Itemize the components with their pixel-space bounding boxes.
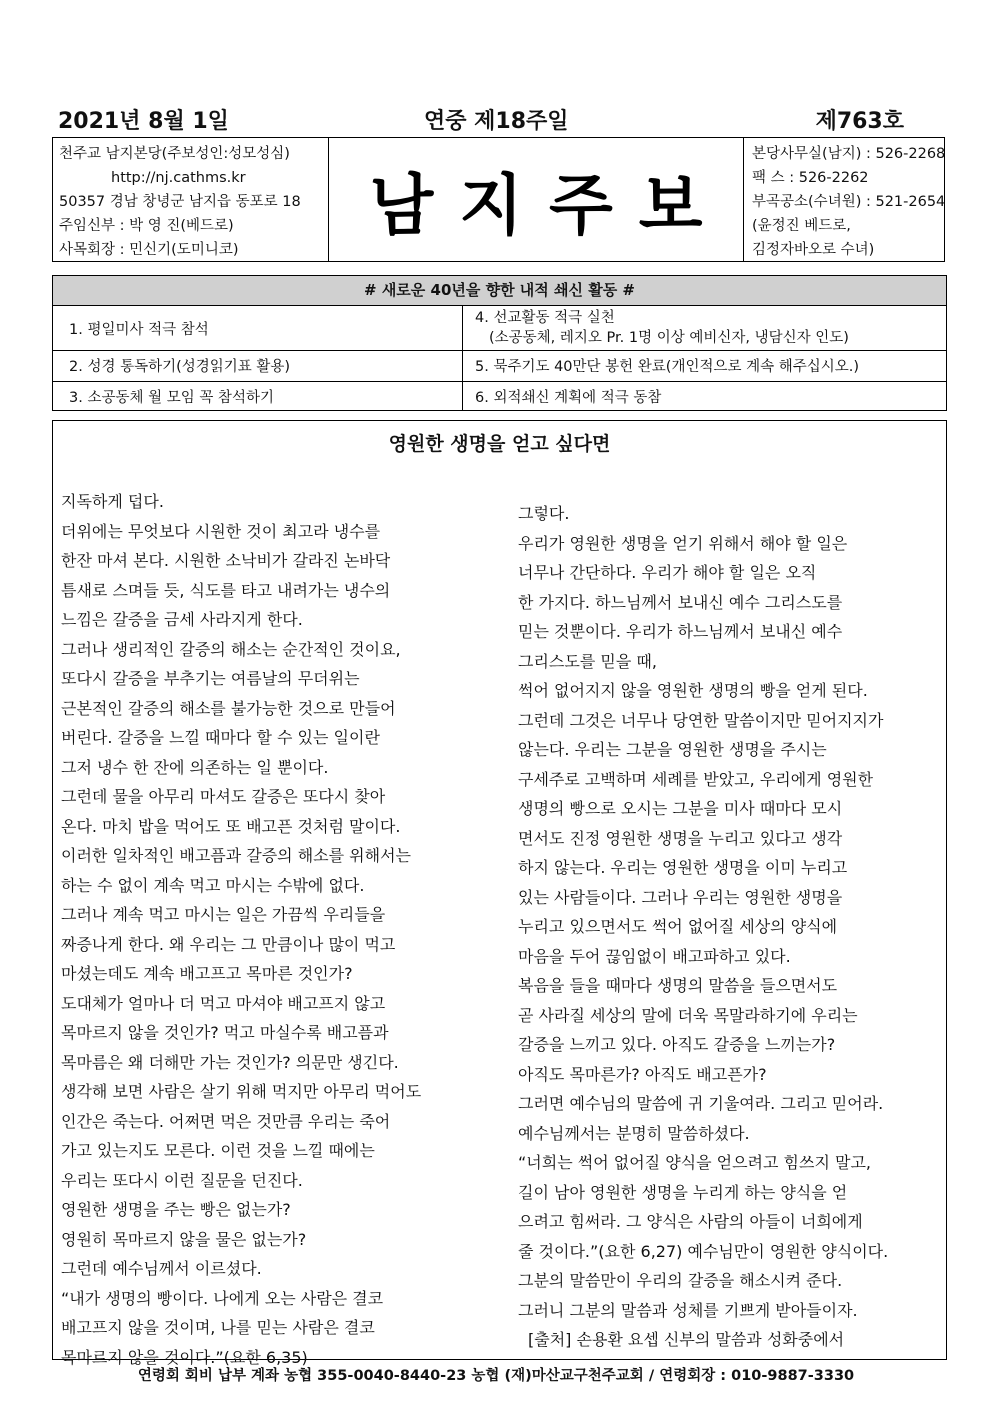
reflection-article [52,420,947,1367]
article-line: 근본적인 갈증의 해소를 불가능한 것으로 만들어 [61,698,396,718]
renewal-item-4-title: 4. 선교활동 적극 실천 [475,310,615,326]
parish-info [53,138,329,261]
article-line: 갈증을 느끼고 있다. 아직도 갈증을 느끼는가? [518,1035,836,1054]
article-line: 않는다. 우리는 그분을 영원한 생명을 주시는 [518,740,827,759]
article-line: 이러한 일차적인 배고픔과 갈증의 해소를 위해서는 [61,846,412,865]
article-line: 느낌은 갈증을 금세 사라지게 한다. [61,610,303,629]
issue-date: 2021년 8월 1일 [58,109,229,134]
article-line: 썩어 없어지지 않을 영원한 생명의 빵을 얻게 된다. [518,681,868,700]
article-line: 누리고 있으면서도 썩어 없어질 세상의 양식에 [518,917,838,936]
article-line: 더위에는 무엇보다 시원한 것이 최고라 냉수를 [61,521,381,541]
article-line: 배고프지 않을 것이며, 나를 믿는 사람은 결코 [61,1318,375,1337]
article-right-column [518,499,938,1355]
pastor-name: 주임신부 : 박 영 진(베드로) [59,218,234,234]
bulletin-title: 남지주보 [369,166,729,244]
convent-names-1: (윤정진 베드로, [752,218,851,234]
article-line: 목마름은 왜 더해만 가는 것인가? 의문만 생긴다. [61,1052,399,1072]
parish-name: 천주교 남지본당(주보성인:성모성심) [59,146,290,162]
renewal-item-2: 2. 성경 통독하기(성경읽기표 활용) [53,350,463,381]
renewal-item-3: 3. 소공동체 월 모임 꼭 참석하기 [53,382,463,411]
article-line: 그런데 예수님께서 이르셨다. [61,1259,262,1278]
article-line: 마음을 두어 끊임없이 배고파하고 있다. [518,946,791,966]
renewal-item-6: 6. 외적쇄신 계획에 적극 동참 [475,390,662,406]
masthead [52,137,945,262]
article-line: 믿는 것뿐이다. 우리가 하느님께서 보내신 예수 [518,622,843,641]
article-line: 복음을 들을 때마다 생명의 말씀을 들으면서도 [518,976,838,995]
renewal-heading: # 새로운 40년을 향한 내적 쇄신 활동 # [53,276,946,306]
article-line: 버린다. 갈증을 느낄 때마다 할 수 있는 일이란 [61,728,380,747]
funeral-society-account: 연령회 회비 납부 계좌 농협 355-0040-8440-23 농협 (재)마산교구천주교회 / 연령회장 : 010-9887-3330 [137,1368,855,1384]
article-line: 곧 사라질 세상의 말에 더욱 목말라하기에 우리는 [518,1005,858,1025]
article-line: 그런데 물을 아무리 마셔도 갈증은 또다시 찾아 [61,787,386,806]
article-line: 길이 남아 영원한 생명을 누리게 하는 양식을 얻 [518,1182,848,1202]
article-line: 도대체가 얼마나 더 먹고 마셔야 배고프지 않고 [61,993,386,1013]
article-line: “내가 생명의 빵이다. 나에게 오는 사람은 결코 [61,1288,384,1308]
article-line: 그분의 말씀만이 우리의 갈증을 해소시켜 준다. [518,1271,843,1290]
article-line: 우리는 또다시 이런 질문을 던진다. [61,1170,303,1190]
convent-phone: 부곡공소(수녀원) : 521-2654 [752,194,946,210]
renewal-item-1: 1. 평일미사 적극 참석 [53,306,463,350]
article-line: 그렇다. [518,504,570,523]
renewal-row [53,382,946,411]
renewal-grid [53,306,946,410]
article-line: 목마르지 않을 것이다.”(요한 6,35) [61,1347,308,1367]
article-line: 아직도 목마른가? 아직도 배고픈가? [518,1064,767,1084]
article-line: 그러니 그분의 말씀과 성체를 기쁘게 받아들이자. [518,1300,858,1320]
issue-number: 제763호 [815,109,904,134]
article-line: 그러나 계속 먹고 마시는 일은 가끔씩 우리들을 [61,905,386,924]
article-line: 가고 있는지도 모른다. 이런 것을 느낄 때에는 [61,1141,375,1160]
article-line: 한 가지다. 하느님께서 보내신 예수 그리스도를 [518,592,843,612]
article-title: 영원한 생명을 얻고 싶다면 [388,433,611,455]
renewal-row [53,306,946,351]
renewal-item-4 [463,306,946,350]
article-line: 지독하게 덥다. [61,492,164,511]
article-left-column [61,487,483,1372]
article-line: 으려고 힘써라. 그 양식은 사람의 아들이 너희에게 [518,1212,863,1231]
article-line: 목마르지 않을 것인가? 먹고 마실수록 배고픔과 [61,1023,389,1042]
contact-info [743,138,944,261]
article-line: 한잔 마셔 본다. 시원한 소낙비가 갈라진 논바닥 [61,551,391,570]
article-line: 우리가 영원한 생명을 얻기 위해서 해야 할 일은 [518,533,848,553]
article-line: 예수님께서는 분명히 말씀하셨다. [518,1123,750,1143]
liturgical-week: 연중 제18주일 [424,109,569,134]
article-source: [출처] 손용환 요셉 신부의 말씀과 성화중에서 [528,1330,845,1349]
article-line: 그런데 그것은 너무나 당연한 말씀이지만 믿어지지가 [518,710,884,730]
article-line: 그러나 생리적인 갈증의 해소는 순간적인 것이요, [61,639,401,659]
title-block [329,138,743,261]
parish-address: 50357 경남 창녕군 남지읍 동포로 18 [59,194,301,210]
article-line: 생각해 보면 사람은 살기 위해 먹지만 아무리 먹어도 [61,1082,422,1101]
article-line: 생명의 빵으로 오시는 그분을 미사 때마다 모시 [518,799,843,818]
renewal-activities-box [52,275,947,411]
council-chair: 사목회장 : 민신기(도미니코) [59,242,239,258]
bulletin-header [54,104,904,136]
article-line: 하는 수 없이 계속 먹고 마시는 수밖에 없다. [61,875,365,895]
article-line: 너무나 간단하다. 우리가 해야 할 일은 오직 [518,563,817,582]
article-line: 또다시 갈증을 부추기는 여름날의 무더위는 [61,669,360,688]
article-line: 있는 사람들이다. 그러나 우리는 영원한 생명을 [518,887,843,907]
article-line: 틈새로 스며들 듯, 식도를 타고 내려가는 냉수의 [61,580,391,600]
article-line: 하지 않는다. 우리는 영원한 생명을 이미 누리고 [518,858,848,877]
renewal-row [53,350,946,382]
renewal-item-4-detail: (소공동체, 레지오 Pr. 1명 이상 예비신자, 냉담신자 인도) [489,330,849,346]
article-line: 면서도 진정 영원한 생명을 누리고 있다고 생각 [518,828,843,848]
article-line: “너희는 썩어 없어질 양식을 얻으려고 힘쓰지 말고, [518,1153,872,1172]
article-line: 그러면 예수님의 말씀에 귀 기울여라. 그리고 믿어라. [518,1094,884,1113]
article-line: 짜증나게 한다. 왜 우리는 그 만큼이나 많이 먹고 [61,934,396,954]
convent-names-2: 김정자바오로 수녀) [752,242,875,258]
article-line: 구세주로 고백하며 세례를 받았고, 우리에게 영원한 [518,769,874,789]
article-line: 그리스도를 믿을 때, [518,651,657,671]
fax-number: 팩 스 : 526-2262 [752,170,869,186]
article-line: 마셨는데도 계속 배고프고 목마른 것인가? [61,964,353,983]
article-line: 온다. 마치 밥을 먹어도 또 배고픈 것처럼 말이다. [61,816,401,836]
article-line: 인간은 죽는다. 어쩌면 먹은 것만큼 우리는 죽어 [61,1111,391,1131]
article-line: 줄 것이다.”(요한 6,27) 예수님만이 영원한 양식이다. [518,1241,889,1261]
parish-url-link[interactable]: http://nj.cathms.kr [111,170,246,186]
article-line: 영원한 생명을 주는 빵은 없는가? [61,1200,291,1219]
renewal-item-5: 5. 묵주기도 40만단 봉헌 완료(개인적으로 계속 해주십시오.) [475,359,860,375]
article-line: 영원히 목마르지 않을 물은 없는가? [61,1229,307,1249]
office-phone: 본당사무실(남지) : 526-2268 [752,146,946,162]
article-line: 그저 냉수 한 잔에 의존하는 일 뿐이다. [61,757,329,777]
